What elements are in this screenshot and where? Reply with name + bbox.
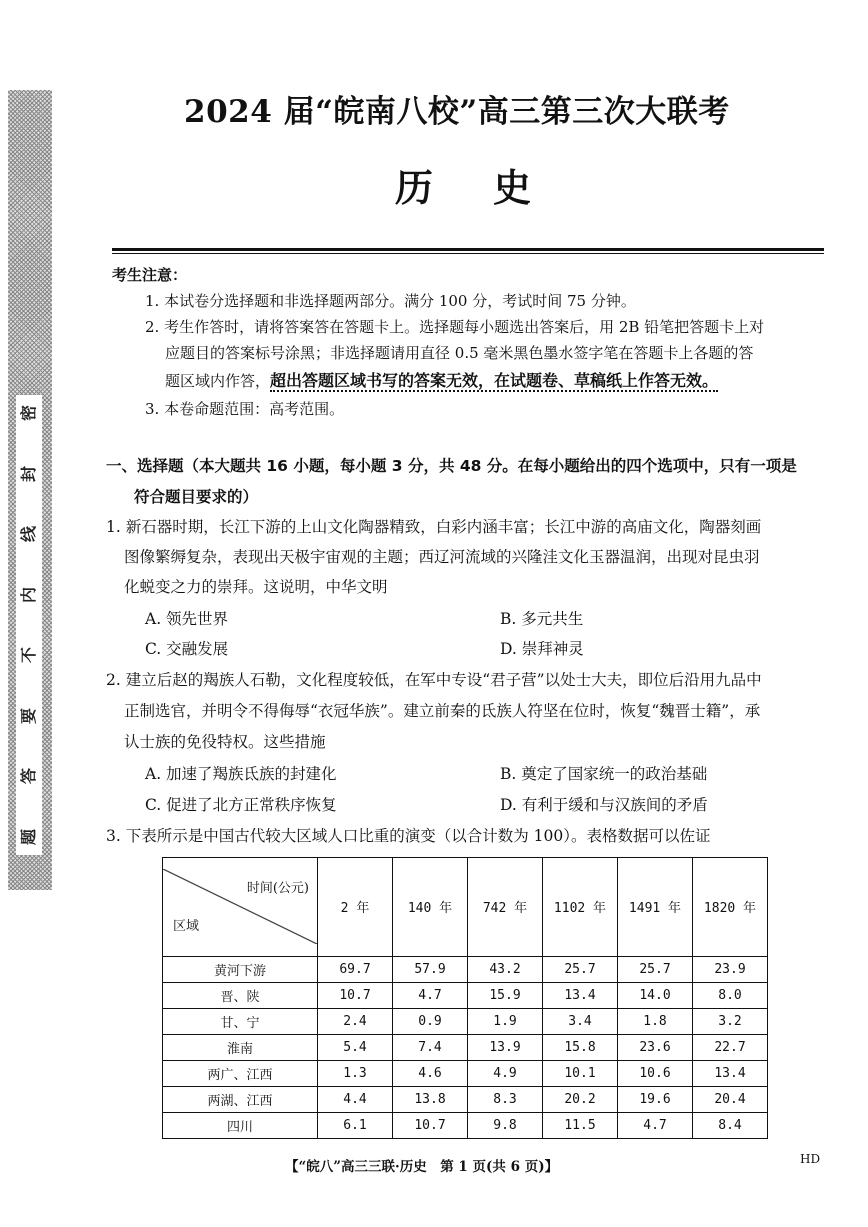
- seal-char: 线: [18, 526, 38, 543]
- q1-stem-line-2: 图像繁缛复杂，表现出天极宇宙观的主题；西辽河流域的兴隆洼文化玉器温润，出现对昆虫羽: [124, 548, 760, 566]
- table-cell: 4.4: [318, 1086, 393, 1112]
- table-cell: 1.9: [468, 1008, 543, 1034]
- row-label: 黄河下游: [163, 956, 318, 982]
- q1-stem-line-3: 化蜕变之力的崇拜。这说明，中华文明: [124, 578, 388, 596]
- q1-stem-line-1: 1. 新石器时期，长江下游的上山文化陶器精致，白彩内涵丰富；长江中游的高庙文化，陶器刻画: [106, 518, 762, 536]
- table-cell: 13.9: [468, 1034, 543, 1060]
- table-cell: 23.9: [693, 956, 768, 982]
- subject-title: 历史: [395, 165, 592, 210]
- q2-option-b: B. 奠定了国家统一的政治基础: [500, 765, 708, 783]
- q2-stem-line-1: 2. 建立后赵的羯族人石勒，文化程度较低，在军中专设“君子营”以处士大夫，即位后沿用九品中: [106, 671, 762, 689]
- column-header: 140 年: [393, 858, 468, 957]
- divider: [112, 248, 824, 251]
- row-label: 晋、陕: [163, 982, 318, 1008]
- table-cell: 43.2: [468, 956, 543, 982]
- table-cell: 15.8: [543, 1034, 618, 1060]
- table-row: [163, 1008, 768, 1034]
- table-cell: 8.4: [693, 1112, 768, 1138]
- table-cell: 10.6: [618, 1060, 693, 1086]
- table-cell: 1.3: [318, 1060, 393, 1086]
- table-cell: 13.4: [693, 1060, 768, 1086]
- table-row: [163, 1086, 768, 1112]
- q3-stem-line-1: 3. 下表所示是中国古代较大区域人口比重的演变（以合计数为 100）。表格数据可以佐证: [106, 827, 711, 845]
- table-cell: 22.7: [693, 1034, 768, 1060]
- table-cell: 5.4: [318, 1034, 393, 1060]
- q2-stem-line-3: 认士族的免役特权。这些措施: [124, 733, 326, 751]
- table-cell: 1.8: [618, 1008, 693, 1034]
- table-cell: 8.3: [468, 1086, 543, 1112]
- table-cell: 9.8: [468, 1112, 543, 1138]
- page-footer: 【“皖八”高三三联·历史 第 1 页(共 6 页)】: [285, 1159, 559, 1175]
- table-cell: 15.9: [468, 982, 543, 1008]
- table-cell: 13.4: [543, 982, 618, 1008]
- seal-char: 要: [18, 707, 38, 724]
- seal-char: 题: [18, 828, 38, 845]
- table-cell: 25.7: [543, 956, 618, 982]
- q1-option-b: B. 多元共生: [500, 610, 584, 628]
- notice-item-2-line-3-text: 题区域内作答，: [165, 372, 271, 390]
- table-row: [163, 1060, 768, 1086]
- table-cell: 6.1: [318, 1112, 393, 1138]
- row-label: 两湖、江西: [163, 1086, 318, 1112]
- notice-item-2-line-3: [165, 368, 718, 391]
- q2-option-a: A. 加速了羯族氐族的封建化: [145, 765, 337, 783]
- table-cell: 20.2: [543, 1086, 618, 1112]
- table-cell: 2.4: [318, 1008, 393, 1034]
- notice-emphasis: 超出答题区域书写的答案无效，在试题卷、草稿纸上作答无效。: [270, 371, 719, 390]
- table-cell: 4.9: [468, 1060, 543, 1086]
- population-table: [162, 857, 768, 1139]
- q1-option-a: A. 领先世界: [145, 610, 229, 628]
- divider: [112, 253, 824, 254]
- table-cell: 14.0: [618, 982, 693, 1008]
- table-cell: 4.7: [393, 982, 468, 1008]
- notice-item-2-line-2: 应题目的答案标号涂黑；非选择题请用直径 0.5 毫米黑色墨水签字笔在答题卡上各题的答: [165, 344, 754, 362]
- table-cell: 4.7: [618, 1112, 693, 1138]
- table-row: [163, 956, 768, 982]
- table-cell: 0.9: [393, 1008, 468, 1034]
- notice-item-3: 3. 本卷命题范围：高考范围。: [145, 400, 345, 418]
- table-cell: 8.0: [693, 982, 768, 1008]
- seal-line-notice: [16, 395, 42, 855]
- column-header: 1491 年: [618, 858, 693, 957]
- corner-label-region: 区域: [173, 919, 200, 935]
- row-label: 甘、宁: [163, 1008, 318, 1034]
- notice-item-1: 1. 本试卷分选择题和非选择题两部分。满分 100 分，考试时间 75 分钟。: [145, 292, 636, 310]
- corner-label-time: 时间(公元): [246, 881, 309, 897]
- table-cell: 23.6: [618, 1034, 693, 1060]
- column-header: 742 年: [468, 858, 543, 957]
- table-cell: 7.4: [393, 1034, 468, 1060]
- table-corner-cell: [163, 858, 318, 957]
- section-heading-line-1: 一、选择题（本大题共 16 小题，每小题 3 分，共 48 分。在每小题给出的四个选项中，只有一项是: [106, 457, 797, 475]
- table-cell: 4.6: [393, 1060, 468, 1086]
- seal-char: 内: [18, 586, 38, 603]
- table-cell: 20.4: [693, 1086, 768, 1112]
- table-cell: 11.5: [543, 1112, 618, 1138]
- q1-option-c: C. 交融发展: [145, 640, 229, 658]
- seal-char: 密: [18, 404, 38, 422]
- table-cell: 57.9: [393, 956, 468, 982]
- q2-option-c: C. 促进了北方正常秩序恢复: [145, 796, 337, 814]
- table-cell: 10.1: [543, 1060, 618, 1086]
- row-label: 淮南: [163, 1034, 318, 1060]
- row-label: 两广、江西: [163, 1060, 318, 1086]
- table-cell: 19.6: [618, 1086, 693, 1112]
- q2-stem-line-2: 正制选官，并明令不得侮辱“衣冠华族”。建立前秦的氐族人符坚在位时，恢复“魏晋士籍”，承: [124, 702, 761, 720]
- seal-char: 答: [18, 768, 38, 785]
- notice-heading: 考生注意：: [112, 266, 188, 284]
- table-row: [163, 982, 768, 1008]
- table-cell: 25.7: [618, 956, 693, 982]
- table-cell: 10.7: [393, 1112, 468, 1138]
- table-header-row: [163, 858, 768, 957]
- table-cell: 69.7: [318, 956, 393, 982]
- seal-char: 封: [18, 465, 38, 482]
- column-header: 1820 年: [693, 858, 768, 957]
- column-header: 2 年: [318, 858, 393, 957]
- column-header: 1102 年: [543, 858, 618, 957]
- table-cell: 10.7: [318, 982, 393, 1008]
- seal-char: 不: [18, 647, 38, 664]
- section-heading-line-2: 符合题目要求的）: [134, 488, 259, 506]
- table-cell: 3.2: [693, 1008, 768, 1034]
- notice-item-2-line-1: 2. 考生作答时，请将答案答在答题卡上。选择题每小题选出答案后，用 2B 铅笔把答题卡上对: [145, 318, 765, 336]
- q2-option-d: D. 有利于缓和与汉族间的矛盾: [500, 796, 708, 814]
- table-cell: 3.4: [543, 1008, 618, 1034]
- table-row: [163, 1034, 768, 1060]
- table-cell: 13.8: [393, 1086, 468, 1112]
- q1-option-d: D. 崇拜神灵: [500, 640, 584, 658]
- row-label: 四川: [163, 1112, 318, 1138]
- exam-title: 2024 届“皖南八校”高三第三次大联考: [184, 94, 730, 130]
- table-row: [163, 1112, 768, 1138]
- corner-code: HD: [800, 1152, 821, 1166]
